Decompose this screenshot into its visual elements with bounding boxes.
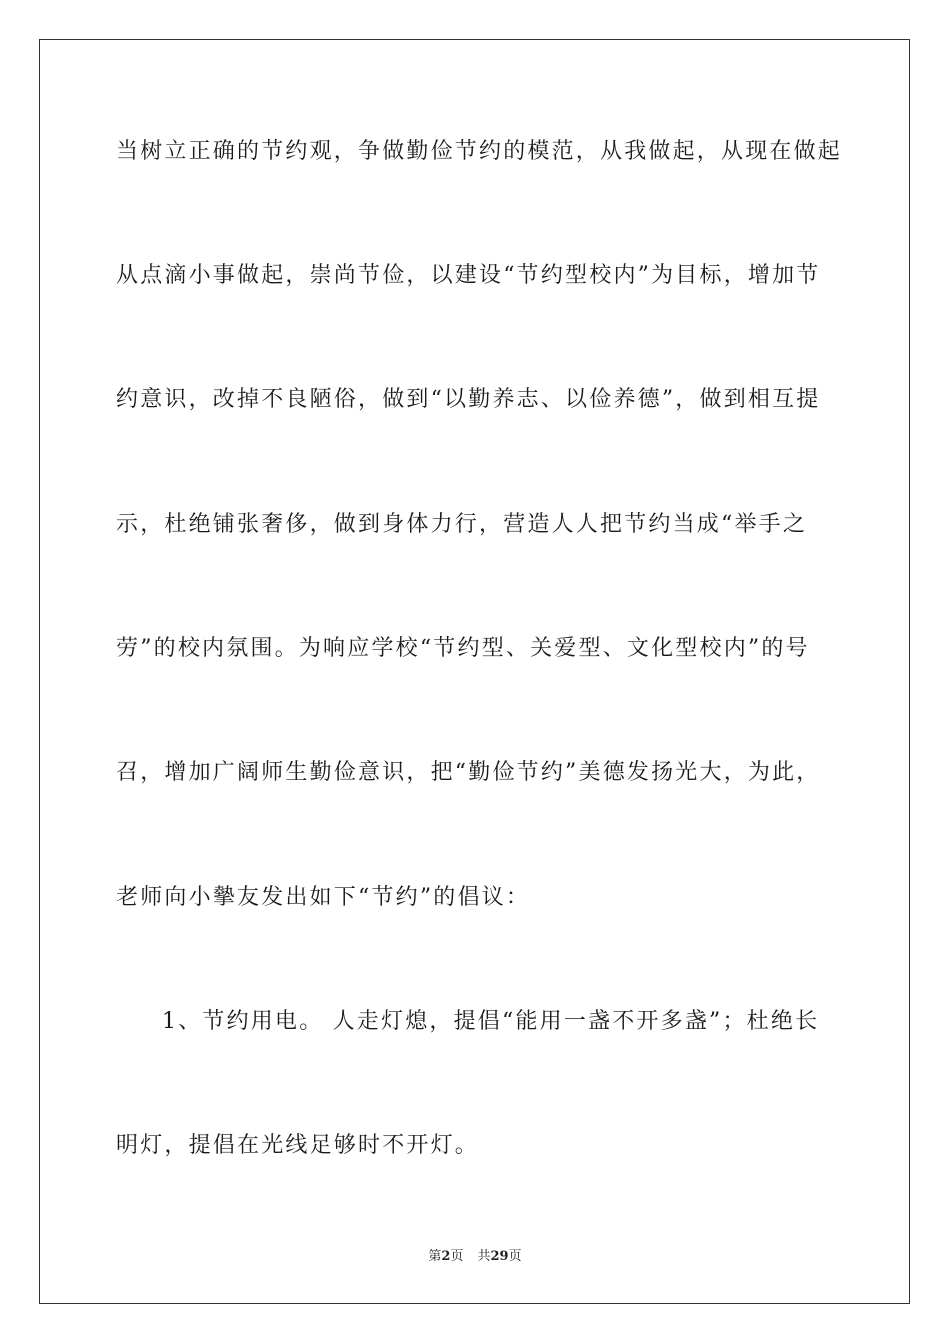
footer-page-suffix: 页 [450, 1249, 464, 1264]
page-border [39, 39, 910, 1304]
footer-page-prefix: 第 [428, 1249, 442, 1264]
footer-total-suffix: 页 [508, 1249, 522, 1264]
text-line-5: 劳”的校内氛围。为响应学校“节约型、关爱型、文化型校内”的号 [116, 636, 810, 661]
text-line-8: 1、节约用电。 人走灯熄，提倡“能用一盏不开多盏”；杜绝长 [162, 1009, 820, 1034]
footer-total-prefix: 共 [477, 1249, 491, 1264]
text-line-4: 示，杜绝铺张奢侈，做到身体力行，营造人人把节约当成“举手之 [116, 512, 808, 537]
text-line-1: 当树立正确的节约观，争做勤俭节约的模范，从我做起，从现在做起 [116, 139, 843, 164]
text-line-3: 约意识，改掉不良陋俗，做到“以勤养志、以俭养德”，做到相互提 [116, 387, 821, 412]
text-line-6: 召，增加广阔师生勤俭意识，把“勤俭节约”美德发扬光大，为此， [116, 760, 821, 785]
footer-page-number: 2 [441, 1249, 451, 1264]
text-line-2: 从点滴小事做起，崇尚节俭，以建设“节约型校内”为目标，增加节 [116, 263, 821, 288]
footer-total-pages: 29 [490, 1249, 509, 1264]
page-footer [0, 1248, 950, 1266]
text-line-7: 老师向小摰友发出如下“节约”的倡议： [116, 885, 531, 910]
text-line-9: 明灯，提倡在光线足够时不开灯。 [116, 1133, 480, 1158]
